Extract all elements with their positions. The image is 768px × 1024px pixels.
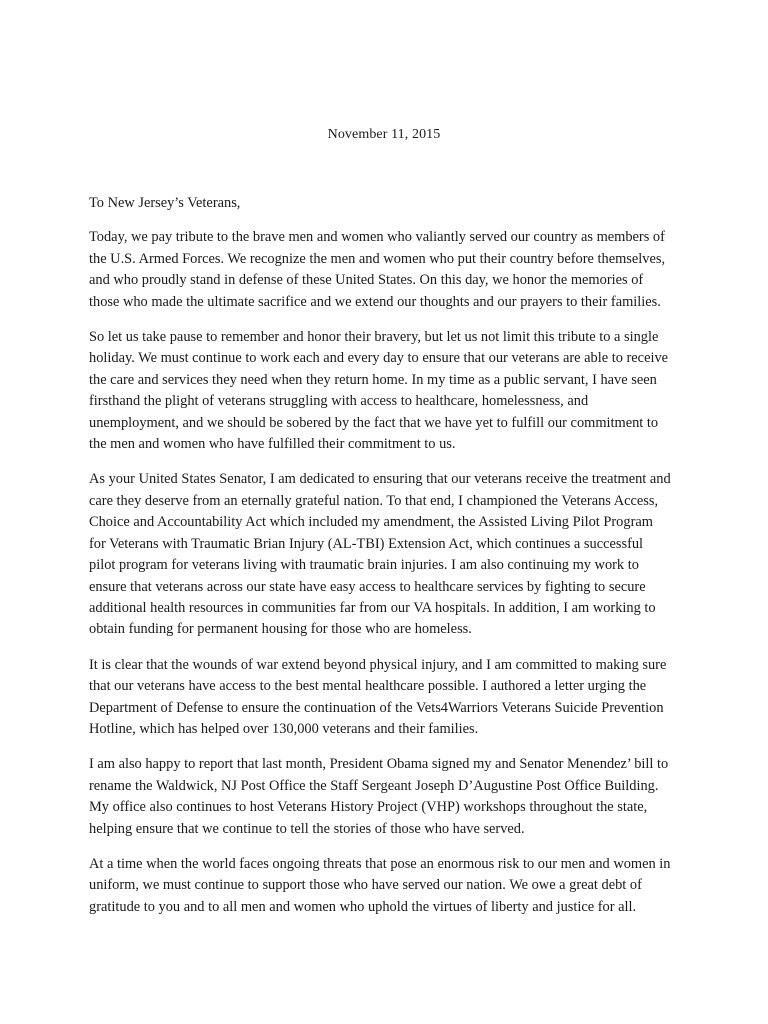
paragraph-remember: So let us take pause to remember and honor their bravery, but let us not limit this tribute to a single holiday. We must continue to work each and every day to ensure that our veterans are able to receive the care and services they need when they return home. In my time as a public servant, I have seen firsthand the plight of veterans struggling with access to healthcare, homelessness, and unemployment, and we should be sobered by the fact that we have yet to fulfill our commitment to the men and women who have fulfilled their commitment to us.: [89, 329, 669, 453]
paragraph-post-office: I am also happy to report that last month, President Obama signed my and Senator Menendez’ bill to rename the Waldwick, NJ Post Office the Staff Sergeant Joseph D’Augustine Post Office Building. My office also continues to host Veterans History Project (VHP) workshops throughout the state, helping ensure that we continue to tell the stories of those who have served.: [89, 756, 669, 837]
letter-salutation: To New Jersey’s Veterans,: [89, 195, 241, 211]
paragraph-tribute: Today, we pay tribute to the brave men and women who valiantly served our country as members of the U.S. Armed Forces. We recognize the men and women who put their country before themselves, and who proudly stand in defense of these United States. On this day, we honor the memories of those who made the ultimate sacrifice and we extend our thoughts and our prayers to their families.: [89, 229, 666, 310]
letter-body: [89, 193, 671, 932]
paragraph-mental-health: It is clear that the wounds of war extend beyond physical injury, and I am committed to making sure that our veterans have access to the best mental healthcare possible. I authored a letter urging the Department of Defense to ensure the continuation of the Vets4Warriors Veterans Suicide Prevention Hotline, which has helped over 130,000 veterans and their families.: [89, 656, 667, 737]
letter-date: November 11, 2015: [327, 127, 441, 142]
paragraph-senator: As your United States Senator, I am dedicated to ensuring that our veterans receive the treatment and care they deserve from an eternally grateful nation. To that end, I championed the Veterans Access, Choice and Accountability Act which included my amendment, the Assisted Living Pilot Program for Veterans with Traumatic Brian Injury (AL-TBI) Extension Act, which continues a successful pilot program for veterans living with traumatic brain injuries. I am also continuing my work to ensure that veterans across our state have easy access to healthcare services by fighting to secure additional health resources in communities far from our VA hospitals. In addition, I am working to obtain funding for permanent housing for those who are homeless.: [89, 471, 671, 638]
paragraph-closing: At a time when the world faces ongoing threats that pose an enormous risk to our men and women in uniform, we must continue to support those who have served our nation. We owe a great debt of gratitude to you and to all men and women who uphold the virtues of liberty and justice for all.: [89, 855, 671, 915]
